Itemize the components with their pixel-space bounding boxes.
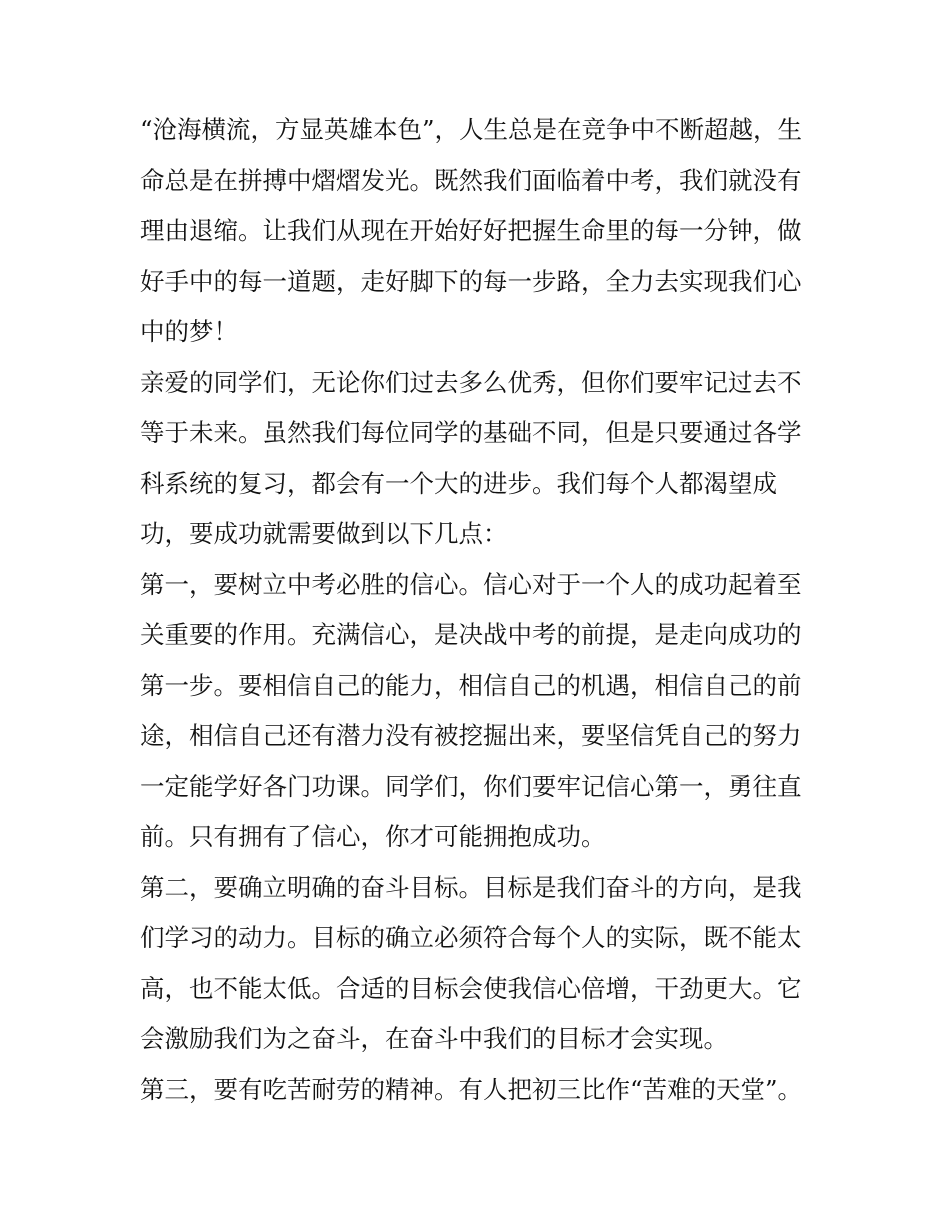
text-line: “沧海横流，方显英雄本色”，人生总是在竞争中不断超越，生 bbox=[140, 115, 803, 144]
text-line: 们学习的动力。目标的确立必须符合每个人的实际，既不能太 bbox=[140, 923, 802, 952]
text-line: 第三，要有吃苦耐劳的精神。有人把初三比作“苦难的天堂”。 bbox=[140, 1074, 803, 1104]
paragraph-3 bbox=[140, 560, 820, 863]
paragraph-1 bbox=[140, 105, 820, 358]
paragraph-4 bbox=[140, 863, 820, 1065]
text-line: 关重要的作用。充满信心，是决战中考的前提，是走向成功的 bbox=[140, 620, 802, 649]
text-line: 第一步。要相信自己的能力，相信自己的机遇，相信自己的前 bbox=[140, 670, 802, 700]
document-body bbox=[140, 105, 820, 1115]
text-line: 第二，要确立明确的奋斗目标。目标是我们奋斗的方向，是我 bbox=[140, 872, 802, 902]
text-line: 命总是在拼搏中熠熠发光。既然我们面临着中考，我们就没有 bbox=[140, 165, 802, 195]
text-line: 亲爱的同学们，无论你们过去多么优秀，但你们要牢记过去不 bbox=[140, 367, 802, 397]
text-line: 中的梦！ bbox=[140, 317, 238, 346]
paragraph-5 bbox=[140, 1065, 820, 1116]
text-line: 第一，要树立中考必胜的信心。信心对于一个人的成功起着至 bbox=[140, 569, 802, 599]
text-line: 前。只有拥有了信心，你才可能拥抱成功。 bbox=[140, 822, 606, 851]
text-line: 途，相信自己还有潜力没有被挖掘出来，要坚信凭自己的努力 bbox=[140, 721, 802, 750]
text-line: 科系统的复习，都会有一个大的进步。我们每个人都渴望成 bbox=[140, 468, 777, 498]
text-line: 好手中的每一道题，走好脚下的每一步路，全力去实现我们心 bbox=[140, 266, 802, 296]
text-line: 功，要成功就需要做到以下几点： bbox=[140, 519, 508, 548]
paragraph-2 bbox=[140, 358, 820, 560]
text-line: 高，也不能太低。合适的目标会使我信心倍增，干劲更大。它 bbox=[140, 973, 802, 1003]
text-line: 等于未来。虽然我们每位同学的基础不同，但是只要通过各学 bbox=[140, 418, 802, 447]
text-line: 理由退缩。让我们从现在开始好好把握生命里的每一分钟，做 bbox=[140, 216, 802, 245]
text-line: 一定能学好各门功课。同学们，你们要牢记信心第一，勇往直 bbox=[140, 771, 802, 801]
text-line: 会激励我们为之奋斗，在奋斗中我们的目标才会实现。 bbox=[140, 1024, 728, 1053]
